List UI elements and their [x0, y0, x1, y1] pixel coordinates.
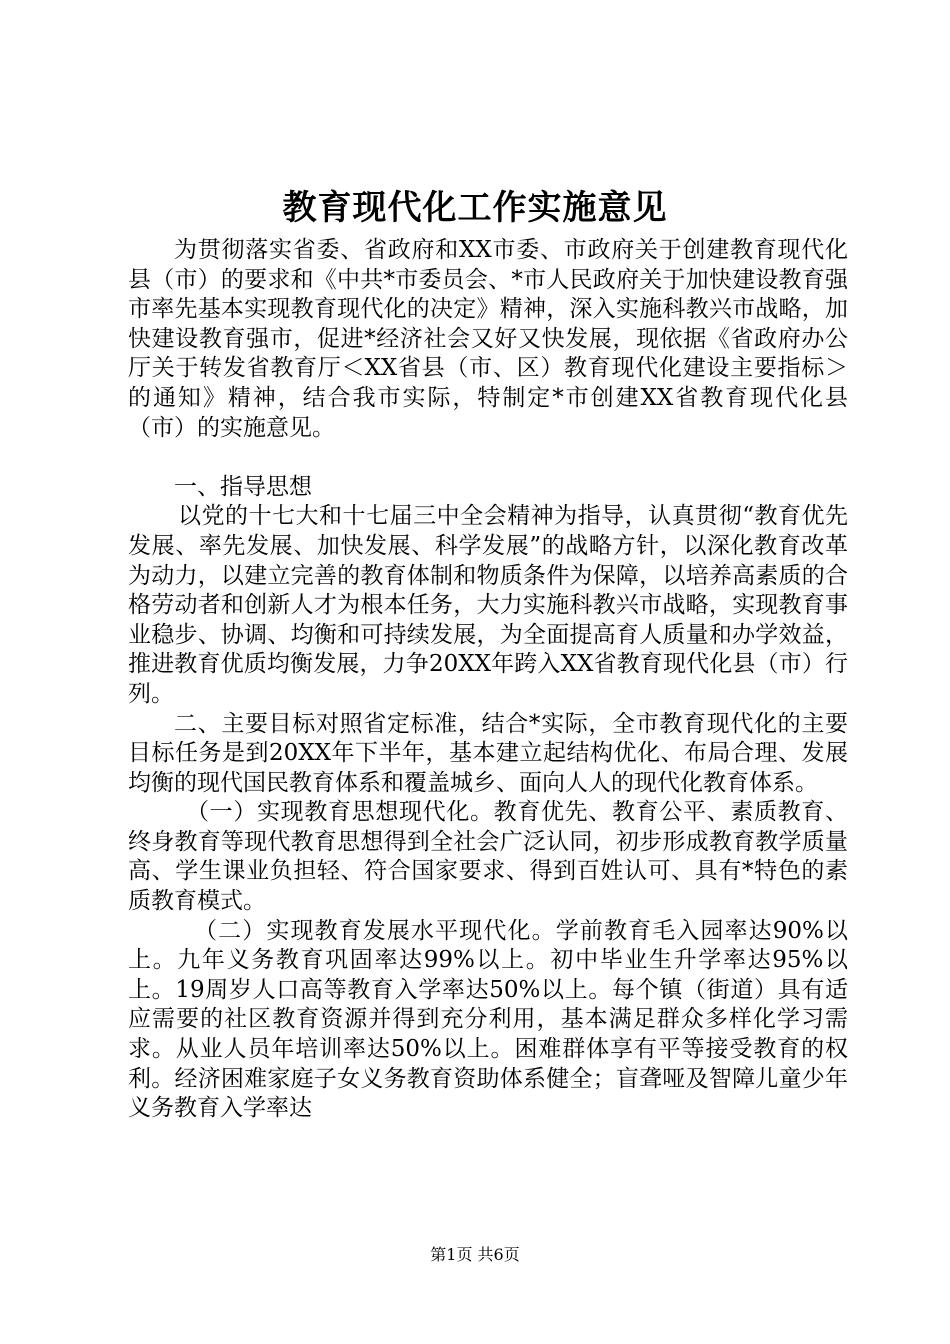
paragraph-goal-1: （一）实现教育思想现代化。教育优先、教育公平、素质教育、终身教育等现代教育思想得到全社会广泛认同，初步形成教育教学质量高、学生课业负担轻、符合国家要求、得到百姓认可、具有*特色的素质教育模式。	[128, 799, 848, 915]
paragraph-gap	[128, 443, 848, 473]
page-footer: 第1页 共6页	[430, 1245, 520, 1264]
heading-guiding-thought: 一、指导思想	[174, 473, 312, 500]
paragraph-guiding-thought: 以党的十七大和十七届三中全会精神为指导，认真贯彻“教育优先发展、率先发展、加快发展、科学发展”的战略方针，以深化教育改革为动力，以建立完善的教育体制和物质条件为保障，以培养高素质的合格劳动者和创新人才为根本任务，大力实施科教兴市战略，实现教育事业稳步、协调、均衡和可持续发展，为全面提高育人质量和办学效益，推进教育优质均衡发展，力争20XX年跨入XX省教育现代化县（市）行列。	[128, 503, 848, 707]
document-body	[128, 236, 848, 1124]
document-title: 教育现代化工作实施意见	[282, 188, 668, 228]
paragraph-intro: 为贯彻落实省委、省政府和XX市委、市政府关于创建教育现代化县（市）的要求和《中共*市委员会、*市人民政府关于加快建设教育强市率先基本实现教育现代化的决定》精神，深入实施科教兴市战略，加快建设教育强市，促进*经济社会又好又快发展，现依据《省政府办公厅关于转发省教育厅＜XX省县（市、区）教育现代化建设主要指标＞的通知》精神，结合我市实际，特制定*市创建XX省教育现代化县（市）的实施意见。	[128, 237, 848, 441]
paragraph-main-goals: 二、主要目标对照省定标准，结合*实际，全市教育现代化的主要目标任务是到20XX年下半年，基本建立起结构优化、布局合理、发展均衡的现代国民教育体系和覆盖城乡、面向人人的现代化教育体系。	[128, 710, 848, 796]
paragraph-goal-2: （二）实现教育发展水平现代化。学前教育毛入园率达90%以上。九年义务教育巩固率达99%以上。初中毕业生升学率达95%以上。19周岁人口高等教育入学率达50%以上。每个镇（街道）具有适应需要的社区教育资源并得到充分利用，基本满足群众多样化学习需求。从业人员年培训率达50%以上。困难群体享有平等接受教育的权利。经济困难家庭子女义务教育资助体系健全；盲聋哑及智障儿童少年义务教育入学率达	[128, 917, 848, 1122]
